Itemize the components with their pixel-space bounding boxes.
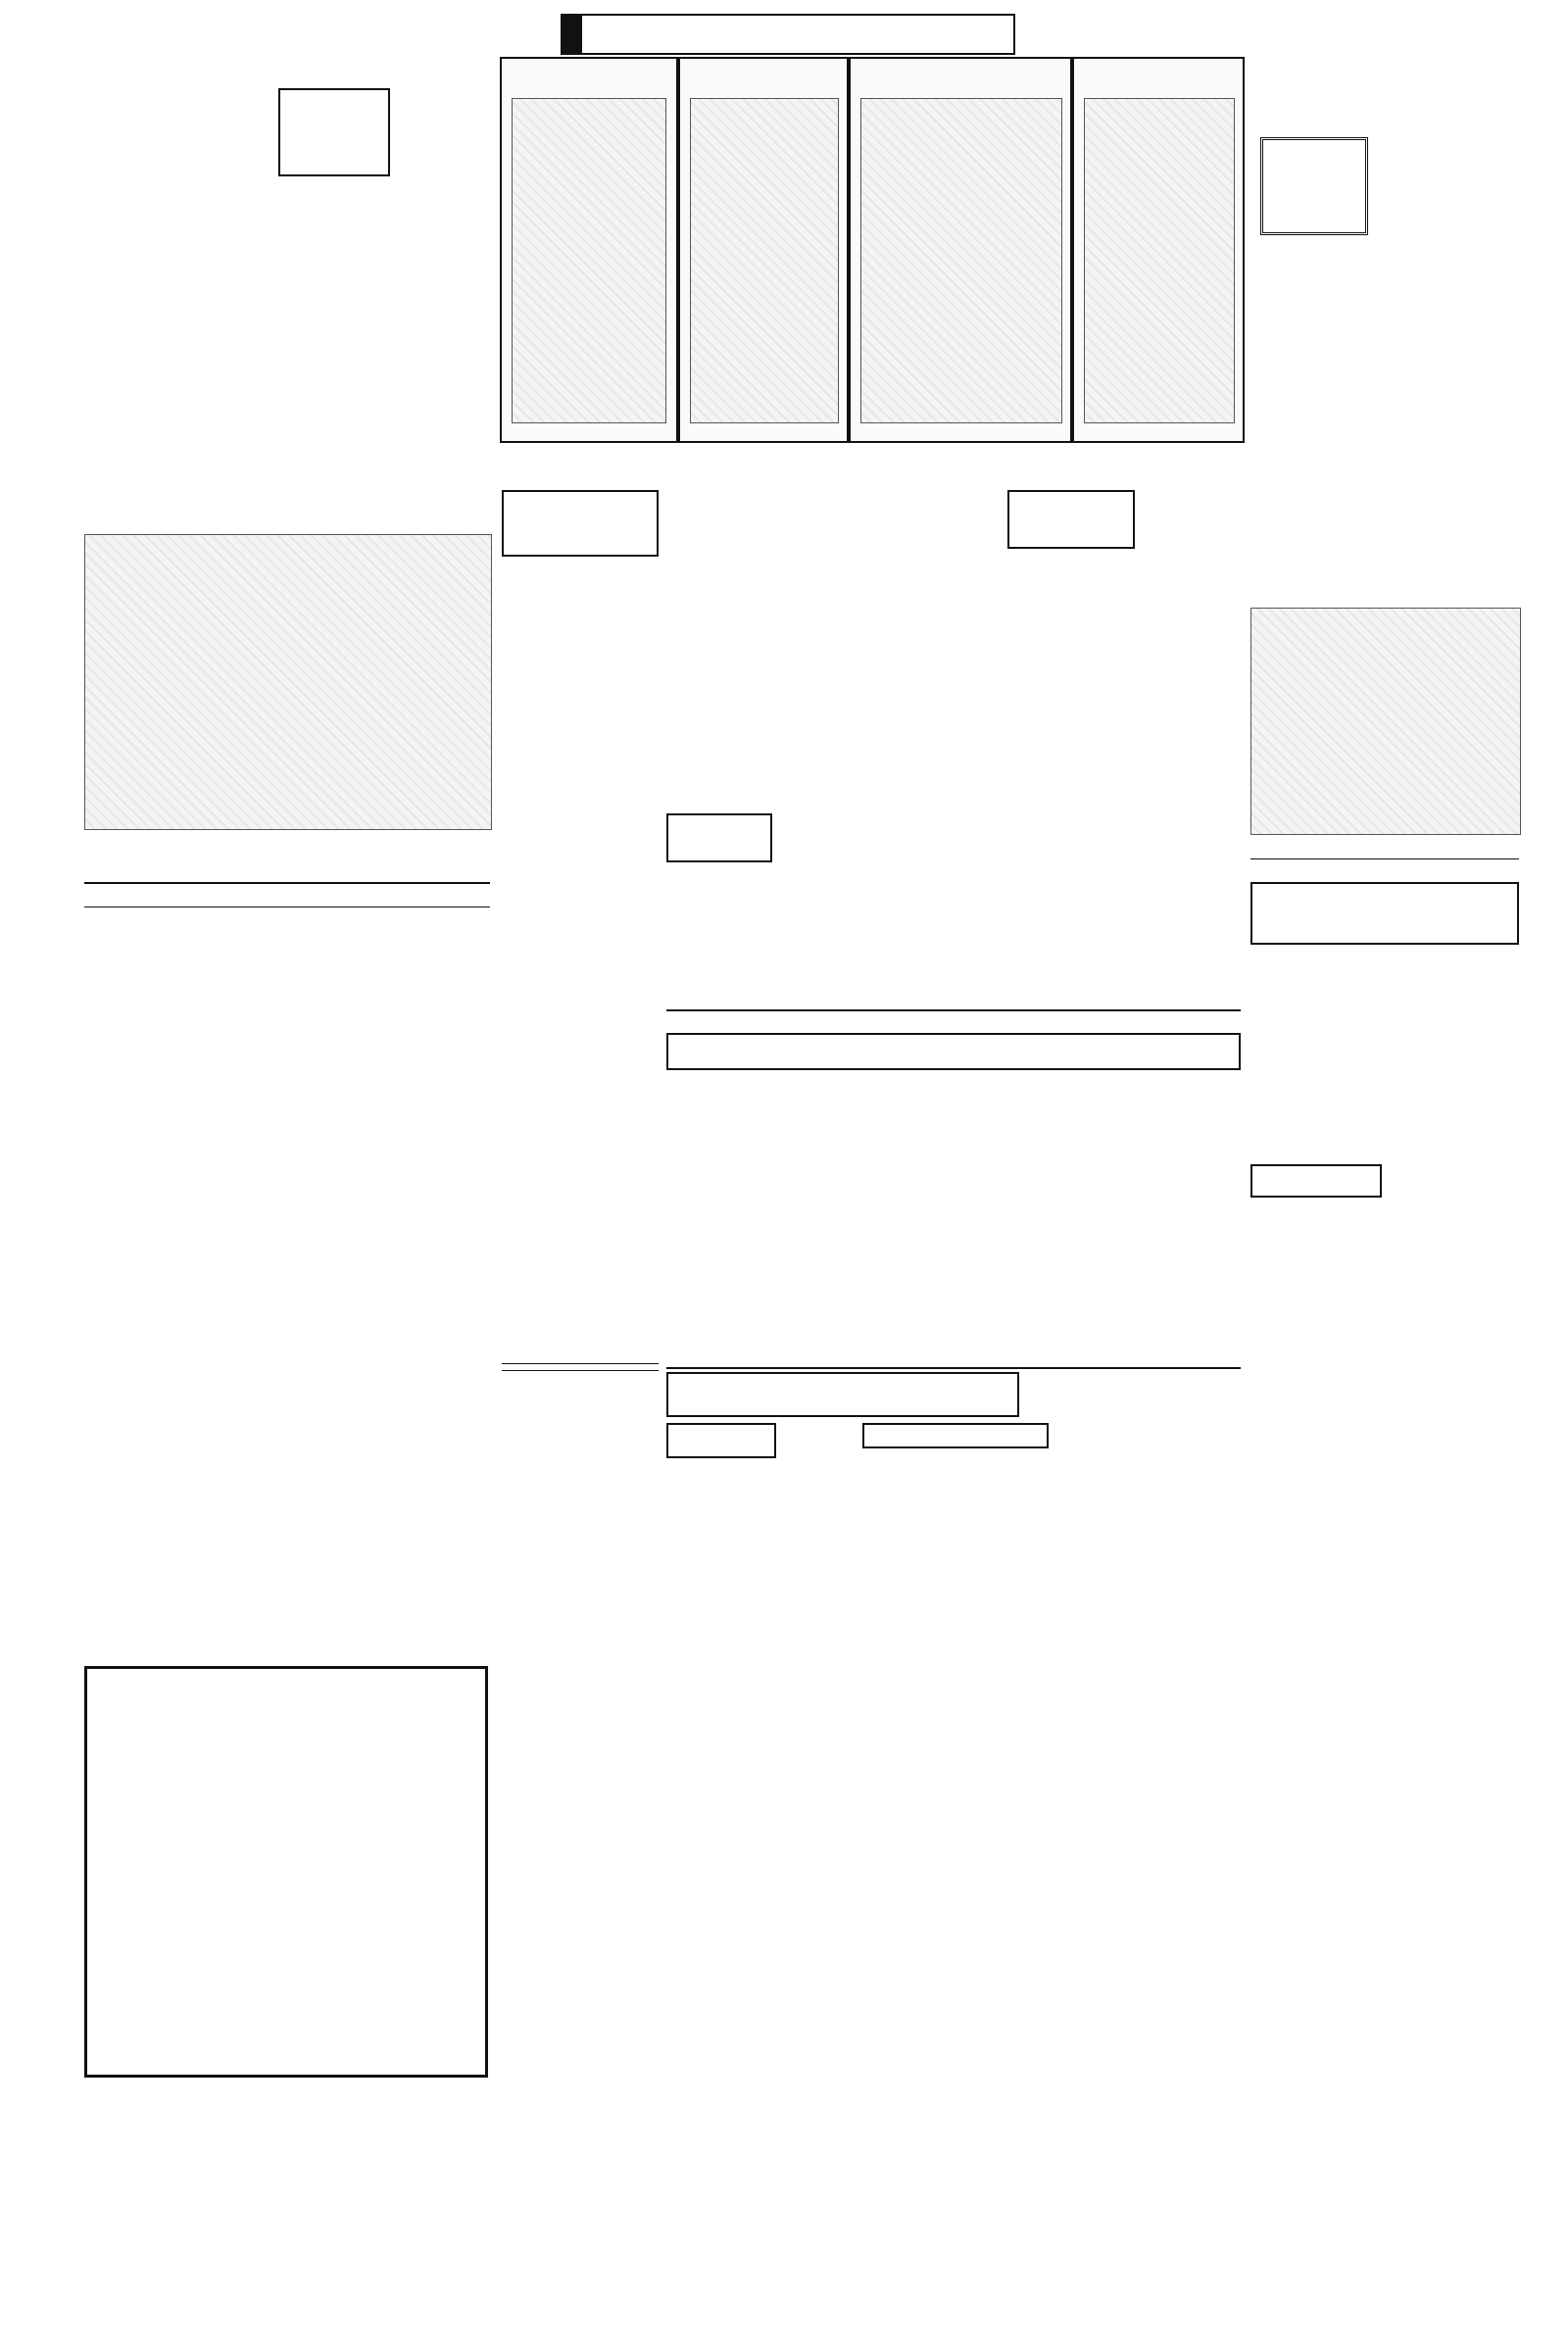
story-body-col1 <box>1250 1000 1382 1156</box>
divider <box>666 1367 1241 1369</box>
politics-title <box>666 1033 1241 1070</box>
politics-body-col3 <box>1054 1096 1241 1347</box>
letters-body-col1 <box>84 1029 280 1637</box>
ote-tender-ad <box>84 1666 488 2078</box>
women-column-body <box>392 10 494 519</box>
questions-continued <box>284 1372 488 1646</box>
questions-column <box>502 564 659 1348</box>
strip-title-banner <box>561 14 1015 55</box>
xilia-col2 <box>862 1454 1049 2101</box>
story-body-col2 <box>1388 1000 1519 2097</box>
strip-panel-1 <box>500 57 678 443</box>
divider <box>84 882 490 884</box>
women-column-heading <box>278 88 390 176</box>
divider <box>666 1009 1241 1011</box>
xoris-titlo-body-col2 <box>1141 490 1241 1015</box>
koulouras-cartoon <box>84 534 492 830</box>
graphologist-col2 <box>1384 10 1519 598</box>
right-cartoon <box>1250 608 1521 835</box>
lixiarxeio-heading <box>666 1423 776 1458</box>
story-title <box>1250 882 1519 945</box>
strip-title <box>563 16 582 53</box>
new-books-heading <box>1250 1164 1382 1198</box>
tyxi-body-col3 <box>890 573 998 985</box>
strip-panel-3-drawing <box>860 98 1062 423</box>
strip-panel-1-drawing <box>512 98 666 423</box>
strip-panel-3 <box>849 57 1072 443</box>
women-column-intro <box>84 10 280 519</box>
divider <box>84 906 490 907</box>
divider <box>1250 858 1519 859</box>
xilia-col3 <box>1054 1441 1241 2101</box>
questions-heading <box>502 490 659 557</box>
xoris-titlo-heading <box>1007 490 1135 549</box>
col2-notices <box>502 1357 659 2102</box>
strip-panel-4 <box>1072 57 1245 443</box>
strip-panel-4-drawing <box>1084 98 1235 423</box>
poem-text <box>666 868 772 984</box>
xilia-col1 <box>666 1464 853 2101</box>
new-books-body <box>1250 1205 1382 2097</box>
strip-panel-2-drawing <box>690 98 839 423</box>
graphologist-col1 <box>1250 10 1378 598</box>
politics-body-col1 <box>666 1076 853 1360</box>
xilia-heading <box>666 1372 1019 1417</box>
xoris-titlo-body-col1 <box>1007 555 1135 1015</box>
strip-panel-2 <box>678 57 849 443</box>
strip-caption <box>504 443 1241 482</box>
useful-phones-heading <box>862 1423 1049 1448</box>
politics-body-col2 <box>862 1096 1049 1360</box>
koulouras-caption <box>84 835 490 874</box>
tyxi-body-col1 <box>666 573 772 808</box>
tyxi-body-col2 <box>778 573 884 985</box>
spacer <box>1054 1396 1241 1397</box>
graphologist-heading <box>1260 137 1368 235</box>
poem-heading <box>666 813 772 862</box>
